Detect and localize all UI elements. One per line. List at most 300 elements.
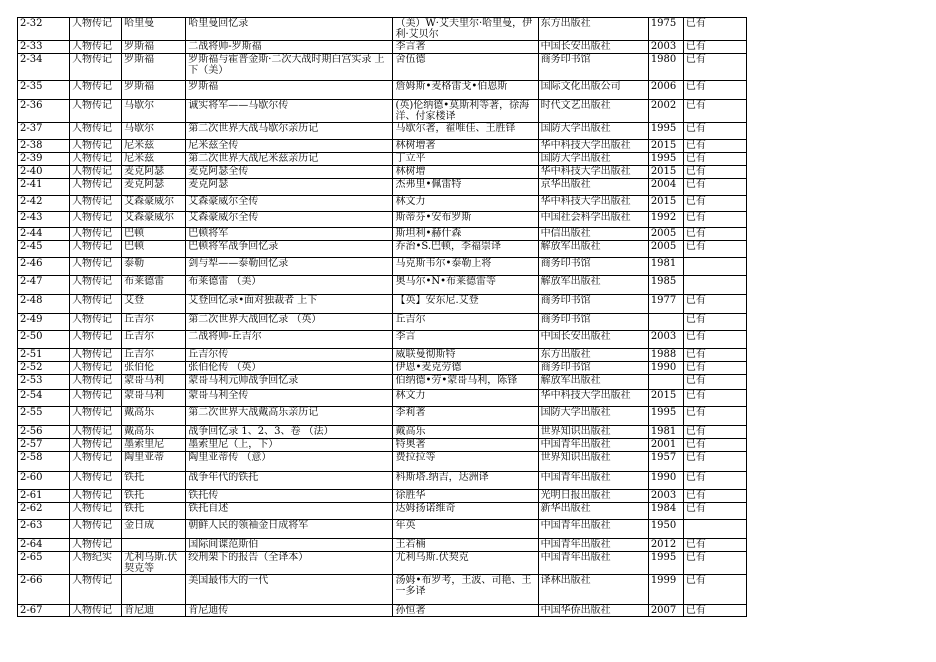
- cell-title: 朝鲜人民的领袖金日成将军: [186, 520, 393, 539]
- cell-pub: 世界知识出版社: [538, 426, 648, 439]
- cell-pub: 东方出版社: [538, 18, 648, 41]
- cell-author: 奥马尔•N•布莱德雷等: [393, 276, 538, 295]
- cell-year: 1981: [648, 258, 683, 276]
- cell-pub: 中国社会科学出版社: [538, 212, 648, 228]
- cell-year: [648, 375, 683, 390]
- cell-title: 艾登回忆录•面对独裁者 上下: [186, 295, 393, 314]
- cell-status: 已有: [683, 81, 746, 100]
- cell-cat: 人物传记: [70, 196, 122, 212]
- cell-pub: 国防大学出版社: [538, 123, 648, 140]
- table-row: [18, 140, 747, 153]
- cell-title: 战争回忆录 1、2、3、卷 （法）: [186, 426, 393, 439]
- cell-id: 2-55: [18, 407, 70, 426]
- cell-name: 马歇尔: [122, 123, 186, 140]
- table-row: [18, 18, 747, 41]
- cell-author: 年英: [393, 520, 538, 539]
- table-row: [18, 539, 747, 552]
- cell-pub: 京华出版社: [538, 179, 648, 196]
- table-row: [18, 212, 747, 228]
- cell-title: 艾森豪威尔全传: [186, 212, 393, 228]
- cell-year: 2002: [648, 100, 683, 123]
- cell-year: 2003: [648, 490, 683, 503]
- cell-name: 墨索里尼: [122, 439, 186, 452]
- cell-author: 伊恩•麦克劳德: [393, 362, 538, 375]
- table-row: [18, 295, 747, 314]
- cell-cat: 人物纪实: [70, 552, 122, 575]
- cell-id: 2-45: [18, 241, 70, 258]
- cell-title: 陶里亚蒂传 （意）: [186, 452, 393, 472]
- cell-author: 斯坦利•赫什森: [393, 228, 538, 241]
- cell-author: (英)伦纳德•莫斯利等著，徐海洋、付家楼译: [393, 100, 538, 123]
- cell-status: 已有: [683, 552, 746, 575]
- table-row: [18, 375, 747, 390]
- cell-status: 已有: [683, 140, 746, 153]
- cell-status: [683, 276, 746, 295]
- cell-status: 已有: [683, 349, 746, 362]
- table-row: [18, 552, 747, 575]
- cell-author: 汤姆•布罗考，王波、司艳、王一多译: [393, 575, 538, 605]
- cell-author: 林树增: [393, 166, 538, 179]
- cell-title: 丘吉尔传: [186, 349, 393, 362]
- cell-year: 1950: [648, 520, 683, 539]
- table-row: [18, 41, 747, 54]
- cell-status: 已有: [683, 228, 746, 241]
- cell-status: 已有: [683, 575, 746, 605]
- cell-pub: 中国青年出版社: [538, 520, 648, 539]
- cell-status: 已有: [683, 407, 746, 426]
- cell-year: 1990: [648, 362, 683, 375]
- cell-pub: 商务印书馆: [538, 295, 648, 314]
- cell-name: 铁托: [122, 503, 186, 520]
- table-row: [18, 390, 747, 407]
- cell-name: 艾森豪威尔: [122, 196, 186, 212]
- cell-title: 尼米兹全传: [186, 140, 393, 153]
- cell-cat: 人物传记: [70, 503, 122, 520]
- cell-year: 1957: [648, 452, 683, 472]
- cell-name: 金日成: [122, 520, 186, 539]
- cell-id: 2-53: [18, 375, 70, 390]
- cell-name: 麦克阿瑟: [122, 179, 186, 196]
- cell-id: 2-48: [18, 295, 70, 314]
- cell-status: 已有: [683, 54, 746, 81]
- cell-pub: 中国华侨出版社: [538, 605, 648, 617]
- cell-status: 已有: [683, 362, 746, 375]
- cell-status: 已有: [683, 179, 746, 196]
- cell-author: 杰弗里•佩雷特: [393, 179, 538, 196]
- table-row: [18, 490, 747, 503]
- cell-author: 李言: [393, 331, 538, 349]
- cell-title: 肯尼迪传: [186, 605, 393, 617]
- cell-cat: 人物传记: [70, 153, 122, 166]
- cell-year: 1995: [648, 123, 683, 140]
- cell-id: 2-44: [18, 228, 70, 241]
- cell-name: 铁托: [122, 490, 186, 503]
- table-row: [18, 362, 747, 375]
- cell-status: 已有: [683, 241, 746, 258]
- cell-name: 蒙哥马利: [122, 375, 186, 390]
- cell-title: 麦克阿瑟全传: [186, 166, 393, 179]
- cell-id: 2-63: [18, 520, 70, 539]
- cell-author: 达姆扬诺维奇: [393, 503, 538, 520]
- cell-title: 二战将帅-丘吉尔: [186, 331, 393, 349]
- cell-name: 戴高乐: [122, 407, 186, 426]
- cell-pub: 华中科技大学出版社: [538, 390, 648, 407]
- table-row: [18, 81, 747, 100]
- cell-cat: 人物传记: [70, 390, 122, 407]
- cell-name: 艾登: [122, 295, 186, 314]
- cell-status: 已有: [683, 426, 746, 439]
- cell-year: [648, 314, 683, 331]
- cell-id: 2-57: [18, 439, 70, 452]
- cell-title: 蒙哥马利元帅战争回忆录: [186, 375, 393, 390]
- cell-author: 威联曼彻斯特: [393, 349, 538, 362]
- cell-pub: 中国青年出版社: [538, 552, 648, 575]
- cell-pub: 解放军出版社: [538, 241, 648, 258]
- cell-year: 1999: [648, 575, 683, 605]
- cell-id: 2-33: [18, 41, 70, 54]
- cell-name: 巴顿: [122, 241, 186, 258]
- cell-title: 二战将帅-罗斯福: [186, 41, 393, 54]
- cell-cat: 人物传记: [70, 452, 122, 472]
- cell-status: 已有: [683, 314, 746, 331]
- table-row: [18, 426, 747, 439]
- cell-year: 1985: [648, 276, 683, 295]
- cell-name: 哈里曼: [122, 18, 186, 41]
- cell-pub: 解放军出版社: [538, 375, 648, 390]
- cell-author: 丁立平: [393, 153, 538, 166]
- cell-cat: 人物传记: [70, 520, 122, 539]
- cell-year: 1995: [648, 407, 683, 426]
- cell-author: 乔治•S.巴顿，李福崇译: [393, 241, 538, 258]
- table-row: [18, 439, 747, 452]
- cell-pub: 国防大学出版社: [538, 407, 648, 426]
- table-row: [18, 575, 747, 605]
- cell-status: 已有: [683, 18, 746, 41]
- cell-pub: 中国长安出版社: [538, 331, 648, 349]
- cell-year: 1980: [648, 54, 683, 81]
- cell-author: 【英】安东尼.艾登: [393, 295, 538, 314]
- cell-id: 2-52: [18, 362, 70, 375]
- cell-pub: 商务印书馆: [538, 54, 648, 81]
- cell-cat: 人物传记: [70, 276, 122, 295]
- cell-cat: 人物传记: [70, 472, 122, 490]
- cell-status: [683, 258, 746, 276]
- table-row: [18, 407, 747, 426]
- cell-name: 铁托: [122, 472, 186, 490]
- cell-year: 2015: [648, 166, 683, 179]
- cell-author: 孙恒著: [393, 605, 538, 617]
- cell-id: 2-42: [18, 196, 70, 212]
- cell-id: 2-54: [18, 390, 70, 407]
- cell-title: 铁托传: [186, 490, 393, 503]
- cell-name: 罗斯福: [122, 41, 186, 54]
- table-row: [18, 258, 747, 276]
- cell-year: 1988: [648, 349, 683, 362]
- cell-author: 特奥著: [393, 439, 538, 452]
- cell-id: 2-34: [18, 54, 70, 81]
- cell-name: 布莱德雷: [122, 276, 186, 295]
- cell-pub: 国际文化出版公司: [538, 81, 648, 100]
- cell-cat: 人物传记: [70, 241, 122, 258]
- cell-year: 2015: [648, 140, 683, 153]
- cell-name: 巴顿: [122, 228, 186, 241]
- cell-year: 2004: [648, 179, 683, 196]
- cell-id: 2-67: [18, 605, 70, 617]
- cell-title: 第二次世界大战马歇尔亲历记: [186, 123, 393, 140]
- cell-year: 2012: [648, 539, 683, 552]
- cell-author: 伯纳德•劳•蒙哥马利，陈锋: [393, 375, 538, 390]
- cell-status: 已有: [683, 153, 746, 166]
- cell-cat: 人物传记: [70, 81, 122, 100]
- cell-status: 已有: [683, 452, 746, 472]
- cell-status: 已有: [683, 605, 746, 617]
- cell-cat: 人物传记: [70, 54, 122, 81]
- cell-title: 美国最伟大的一代: [186, 575, 393, 605]
- cell-author: 李言著: [393, 41, 538, 54]
- cell-name: 张伯伦: [122, 362, 186, 375]
- cell-year: 1984: [648, 503, 683, 520]
- table-row: [18, 331, 747, 349]
- cell-status: 已有: [683, 439, 746, 452]
- cell-year: 2015: [648, 390, 683, 407]
- cell-author: 詹姆斯•麦格雷戈•伯恩斯: [393, 81, 538, 100]
- cell-name: 艾森豪威尔: [122, 212, 186, 228]
- cell-pub: 商务印书馆: [538, 362, 648, 375]
- cell-name: [122, 539, 186, 552]
- cell-title: 第二次世界大战戴高乐亲历记: [186, 407, 393, 426]
- cell-id: 2-39: [18, 153, 70, 166]
- cell-name: 丘吉尔: [122, 331, 186, 349]
- table-row: [18, 153, 747, 166]
- cell-title: 国际间谍范斯伯: [186, 539, 393, 552]
- cell-year: 1981: [648, 426, 683, 439]
- cell-cat: 人物传记: [70, 490, 122, 503]
- cell-id: 2-43: [18, 212, 70, 228]
- cell-title: 第二次世界大战回忆录 （英）: [186, 314, 393, 331]
- cell-cat: 人物传记: [70, 228, 122, 241]
- cell-pub: 中国青年出版社: [538, 472, 648, 490]
- cell-title: 张伯伦传 （英）: [186, 362, 393, 375]
- cell-id: 2-40: [18, 166, 70, 179]
- cell-name: 罗斯福: [122, 54, 186, 81]
- table-row: [18, 276, 747, 295]
- cell-year: 1990: [648, 472, 683, 490]
- cell-status: 已有: [683, 490, 746, 503]
- cell-cat: 人物传记: [70, 166, 122, 179]
- book-catalog-table: [17, 17, 747, 617]
- cell-pub: 商务印书馆: [538, 258, 648, 276]
- cell-author: 丘吉尔: [393, 314, 538, 331]
- cell-id: 2-47: [18, 276, 70, 295]
- cell-author: 李莉著: [393, 407, 538, 426]
- cell-status: 已有: [683, 123, 746, 140]
- cell-title: 哈里曼回忆录: [186, 18, 393, 41]
- cell-pub: 商务印书馆: [538, 314, 648, 331]
- cell-cat: 人物传记: [70, 539, 122, 552]
- cell-cat: 人物传记: [70, 100, 122, 123]
- table-row: [18, 123, 747, 140]
- cell-pub: 华中科技大学出版社: [538, 196, 648, 212]
- cell-cat: 人物传记: [70, 331, 122, 349]
- cell-author: 费拉拉等: [393, 452, 538, 472]
- cell-status: 已有: [683, 212, 746, 228]
- cell-name: 肯尼迪: [122, 605, 186, 617]
- table-row: [18, 54, 747, 81]
- cell-year: 2005: [648, 241, 683, 258]
- cell-status: 已有: [683, 196, 746, 212]
- cell-status: 已有: [683, 472, 746, 490]
- cell-status: [683, 520, 746, 539]
- cell-year: 1995: [648, 153, 683, 166]
- table-row: [18, 472, 747, 490]
- cell-status: 已有: [683, 331, 746, 349]
- cell-id: 2-66: [18, 575, 70, 605]
- cell-year: 2003: [648, 331, 683, 349]
- cell-author: （美）W·艾夫里尔·哈里曼，伊利·艾贝尔: [393, 18, 538, 41]
- cell-pub: 世界知识出版社: [538, 452, 648, 472]
- cell-title: 布莱德雷 （美）: [186, 276, 393, 295]
- cell-author: 科斯塔.纳吉，达洲译: [393, 472, 538, 490]
- cell-cat: 人物传记: [70, 605, 122, 617]
- cell-cat: 人物传记: [70, 295, 122, 314]
- cell-id: 2-58: [18, 452, 70, 472]
- cell-title: 绞刑架下的报告（全译本）: [186, 552, 393, 575]
- cell-title: 艾森豪威尔全传: [186, 196, 393, 212]
- cell-cat: 人物传记: [70, 575, 122, 605]
- cell-year: 2006: [648, 81, 683, 100]
- table-row: [18, 166, 747, 179]
- cell-id: 2-32: [18, 18, 70, 41]
- cell-title: 巴顿将军: [186, 228, 393, 241]
- cell-pub: 译林出版社: [538, 575, 648, 605]
- cell-year: 2007: [648, 605, 683, 617]
- cell-name: 马歇尔: [122, 100, 186, 123]
- cell-pub: 时代文艺出版社: [538, 100, 648, 123]
- cell-name: 麦克阿瑟: [122, 166, 186, 179]
- cell-author: 斯蒂芬•安布罗斯: [393, 212, 538, 228]
- cell-title: 诚实将军——马歇尔传: [186, 100, 393, 123]
- cell-pub: 新华出版社: [538, 503, 648, 520]
- table-row: [18, 100, 747, 123]
- cell-name: 丘吉尔: [122, 314, 186, 331]
- cell-year: 2001: [648, 439, 683, 452]
- cell-author: 尤利乌斯.伏契克: [393, 552, 538, 575]
- table-row: [18, 605, 747, 617]
- cell-title: 墨索里尼（上，下）: [186, 439, 393, 452]
- cell-title: 战争年代的铁托: [186, 472, 393, 490]
- cell-id: 2-35: [18, 81, 70, 100]
- cell-status: 已有: [683, 390, 746, 407]
- cell-name: 蒙哥马利: [122, 390, 186, 407]
- cell-pub: 中信出版社: [538, 228, 648, 241]
- cell-name: 戴高乐: [122, 426, 186, 439]
- cell-title: 剑与犁——泰勒回忆录: [186, 258, 393, 276]
- table-row: [18, 314, 747, 331]
- cell-id: 2-46: [18, 258, 70, 276]
- cell-author: 马克斯韦尔•泰勒上将: [393, 258, 538, 276]
- cell-status: 已有: [683, 375, 746, 390]
- cell-status: 已有: [683, 166, 746, 179]
- cell-status: 已有: [683, 539, 746, 552]
- cell-cat: 人物传记: [70, 426, 122, 439]
- cell-pub: 解放军出版社: [538, 276, 648, 295]
- cell-pub: 中国长安出版社: [538, 41, 648, 54]
- cell-status: 已有: [683, 503, 746, 520]
- cell-name: 尼米兹: [122, 140, 186, 153]
- cell-id: 2-38: [18, 140, 70, 153]
- cell-id: 2-50: [18, 331, 70, 349]
- cell-title: 麦克阿瑟: [186, 179, 393, 196]
- cell-author: 林文力: [393, 390, 538, 407]
- cell-cat: 人物传记: [70, 258, 122, 276]
- cell-status: 已有: [683, 100, 746, 123]
- cell-id: 2-41: [18, 179, 70, 196]
- cell-cat: 人物传记: [70, 407, 122, 426]
- table-body: [18, 18, 747, 617]
- table-row: [18, 503, 747, 520]
- cell-name: 尤利乌斯.伏契克等: [122, 552, 186, 575]
- cell-name: [122, 575, 186, 605]
- table-row: [18, 520, 747, 539]
- cell-name: 罗斯福: [122, 81, 186, 100]
- cell-title: 巴顿将军战争回忆录: [186, 241, 393, 258]
- cell-author: 林文力: [393, 196, 538, 212]
- cell-cat: 人物传记: [70, 18, 122, 41]
- cell-author: 舍伍德: [393, 54, 538, 81]
- cell-cat: 人物传记: [70, 123, 122, 140]
- cell-cat: 人物传记: [70, 140, 122, 153]
- cell-id: 2-51: [18, 349, 70, 362]
- cell-id: 2-60: [18, 472, 70, 490]
- table-row: [18, 228, 747, 241]
- cell-name: 陶里亚蒂: [122, 452, 186, 472]
- cell-cat: 人物传记: [70, 439, 122, 452]
- table-row: [18, 349, 747, 362]
- cell-year: 2015: [648, 196, 683, 212]
- cell-pub: 光明日报出版社: [538, 490, 648, 503]
- cell-author: 马歇尔著，翟唯佳、王胜铎: [393, 123, 538, 140]
- table-row: [18, 179, 747, 196]
- cell-pub: 华中科技大学出版社: [538, 140, 648, 153]
- cell-pub: 中国青年出版社: [538, 439, 648, 452]
- cell-cat: 人物传记: [70, 212, 122, 228]
- cell-id: 2-62: [18, 503, 70, 520]
- table-row: [18, 452, 747, 472]
- cell-pub: 华中科技大学出版社: [538, 166, 648, 179]
- cell-name: 尼米兹: [122, 153, 186, 166]
- cell-author: 徐胜华: [393, 490, 538, 503]
- cell-cat: 人物传记: [70, 41, 122, 54]
- cell-year: 2005: [648, 228, 683, 241]
- cell-id: 2-61: [18, 490, 70, 503]
- cell-cat: 人物传记: [70, 349, 122, 362]
- cell-cat: 人物传记: [70, 362, 122, 375]
- cell-status: 已有: [683, 295, 746, 314]
- cell-cat: 人物传记: [70, 375, 122, 390]
- cell-title: 罗斯福与霍普金斯·二次大战时期白宫实录 上下（美）: [186, 54, 393, 81]
- cell-name: 泰勒: [122, 258, 186, 276]
- cell-pub: 东方出版社: [538, 349, 648, 362]
- cell-year: 2003: [648, 41, 683, 54]
- cell-year: 1975: [648, 18, 683, 41]
- cell-title: 第二次世界大战尼米兹亲历记: [186, 153, 393, 166]
- cell-id: 2-64: [18, 539, 70, 552]
- cell-cat: 人物传记: [70, 314, 122, 331]
- cell-title: 罗斯福: [186, 81, 393, 100]
- cell-author: 王若楠: [393, 539, 538, 552]
- cell-author: 戴高乐: [393, 426, 538, 439]
- cell-status: 已有: [683, 41, 746, 54]
